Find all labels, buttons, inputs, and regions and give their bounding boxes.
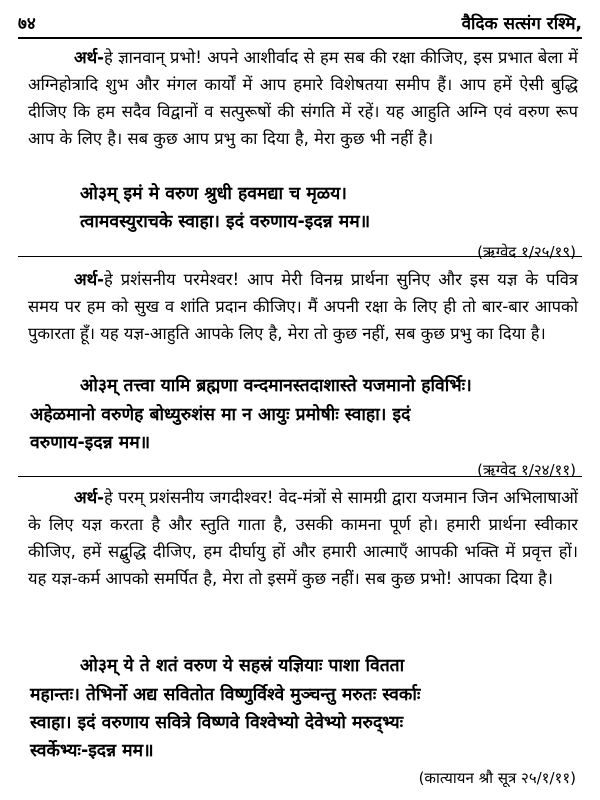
reference-1: (ऋग्वेद १/२५/१९) [477, 243, 576, 261]
verse-line-2-2: अहेळमानो वरुणेह बोध्युरुशंस मा न आयुः प्रमोषीः स्वाहा। इदं [30, 405, 411, 425]
section-divider-2 [18, 476, 582, 477]
meaning-paragraph-1 [28, 44, 578, 152]
page-header [18, 8, 582, 34]
verse-line-3-4: स्वर्केभ्यः-इदन्न मम॥ [30, 741, 154, 761]
meaning-text-3: हे परम् प्रशंसनीय जगदीश्वर! वेद-मंत्रों से सामग्री द्वारा यजमान जिन अभिलाषाओं के लिए यज्ञ करता है और स्तुति गाता है, उसकी कामना पूर्ण हो। हमारी प्रार्थना स्वीकार कीजिए, हमें सद्बुद्धि दीजिए, हम दीर्घायु हों और हमारी आत्माएँ आपकी भक्ति में प्रवृत्त हों। यह यज्ञ-कर्म आपको समर्पित है, मेरा तो इसमें कुछ नहीं। सब कुछ प्रभो! आपका दिया है। [28, 488, 578, 588]
header-rule [18, 37, 582, 39]
meaning-lead-2: अर्थ- [74, 270, 104, 289]
verse-line-1-2: त्वामवस्युराचके स्वाहा। इदं वरुणाय-इदन्न मम॥ [80, 212, 371, 232]
meaning-lead-1: अर्थ- [74, 48, 104, 67]
verse-line-3-3: स्वाहा। इदं वरुणाय सवित्रे विष्णवे विश्वेभ्यो देवेभ्यो मरुद्भ्यः [30, 713, 404, 733]
reference-3: (कात्यायन श्रौ सूत्र २५/१/११) [418, 769, 576, 787]
meaning-paragraph-2 [28, 266, 578, 347]
verse-line-1-1: ओ३म् इमं मे वरुण श्रुधी हवमद्या च मृळय। [80, 184, 347, 204]
reference-2: (ऋग्वेद १/२४/११) [477, 461, 576, 479]
meaning-text-2: हे प्रशंसनीय परमेश्वर! आप मेरी विनम्र प्रार्थना सुनिए और इस यज्ञ के पवित्र समय पर हम को सुख व शांति प्रदान कीजिए। मैं अपनी रक्षा के लिए ही तो बार-बार आपको पुकारता हूँ। यह यज्ञ-आहुति आपके लिए है, मेरा तो कुछ नहीं, सब कुछ प्रभु का दिया है। [28, 270, 578, 343]
page-number: ७४ [18, 14, 36, 34]
meaning-lead-3: अर्थ- [74, 488, 104, 507]
verse-line-2-3: वरुणाय-इदन्न मम॥ [30, 433, 151, 453]
verse-line-2-1: ओ३म् तत्त्वा यामि ब्रह्मणा वन्दमानस्तदाशास्ते यजमानो हविर्भिः। [80, 376, 472, 396]
book-title: वैदिक सत्संग रश्मि, [461, 14, 582, 34]
section-divider-1 [18, 256, 582, 257]
verse-line-3-2: महान्तः। तेभिर्नो अद्य सवितोत विष्णुर्विश्वे मुञ्चन्तु मरुतः स्वर्काः [30, 685, 421, 705]
meaning-text-1: हे ज्ञानवान् प्रभो! अपने आशीर्वाद से हम सब की रक्षा कीजिए, इस प्रभात बेला में अग्निहोत्रादि शुभ और मंगल कार्यों में आप हमारे विशेषतया समीप हैं। आप हमें ऐसी बुद्धि दीजिए कि हम सदैव विद्वानों व सत्पुरूषों की संगति में रहें। यह आहुति अग्नि एवं वरुण रूप आप के लिए है। सब कुछ आप प्रभु का दिया है, मेरा कुछ भी नहीं है। [28, 48, 578, 148]
meaning-paragraph-3 [28, 484, 578, 592]
verse-line-3-1: ओ३म् ये ते शतं वरुण ये सहस्रं यज्ञियाः पाशा वितता [80, 656, 405, 676]
